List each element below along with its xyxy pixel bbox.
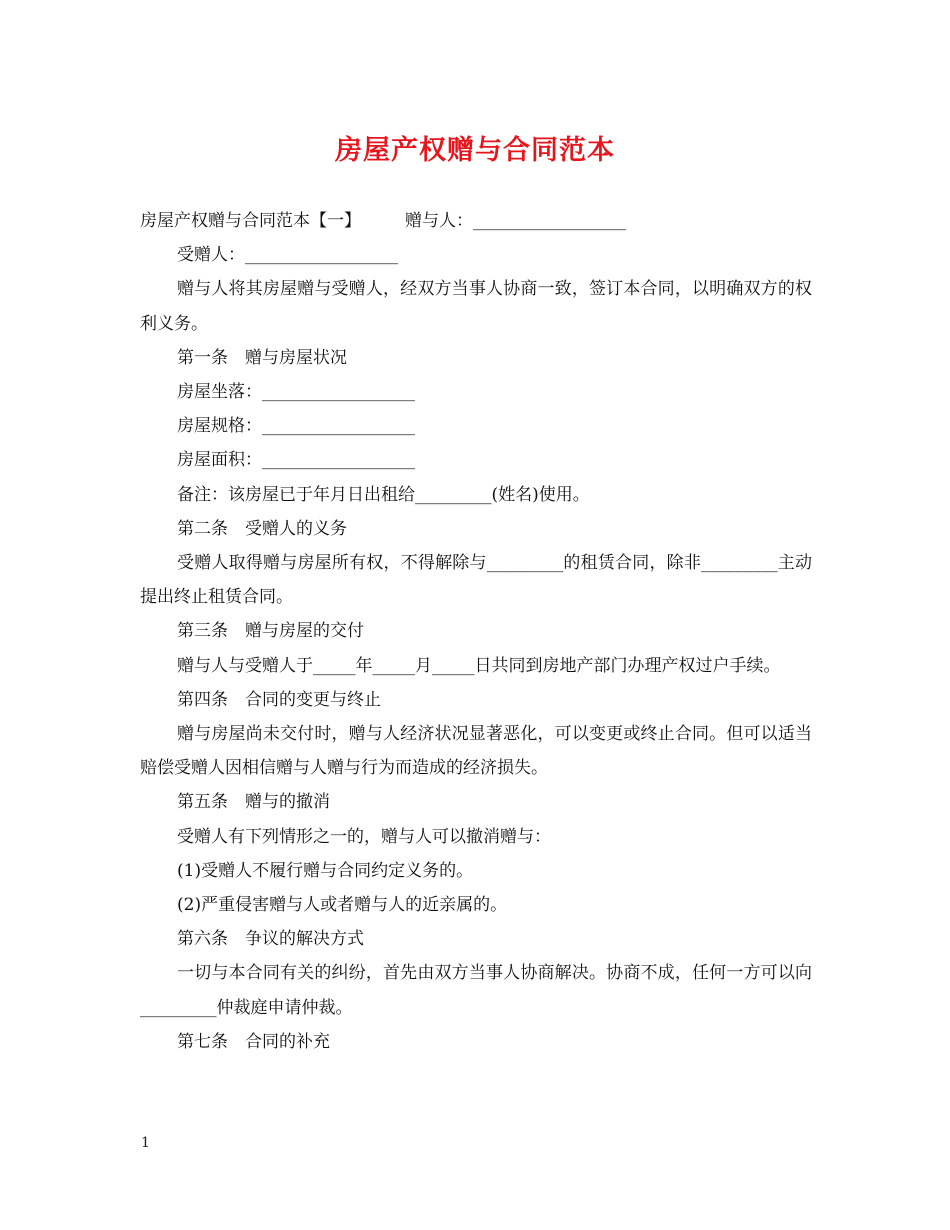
article-4-heading: 第四条 合同的变更与终止 — [177, 689, 381, 710]
intro-line — [140, 204, 812, 238]
article-3-heading: 第三条 赠与房屋的交付 — [177, 621, 364, 642]
house-specification-field: 房屋规格：__________________ — [177, 416, 415, 437]
article-3-paragraph: 赠与人与受赠人于_____年_____月_____日共同到房地产部门办理产权过户手续。 — [177, 655, 781, 676]
article-1-heading: 第一条 赠与房屋状况 — [177, 347, 347, 368]
document-body — [140, 204, 812, 1059]
donee-field: 受赠人：__________________ — [177, 245, 398, 266]
donor-field: 赠与人：__________________ — [405, 211, 626, 231]
article-5-paragraph: 受赠人有下列情形之一的，赠与人可以撤消赠与： — [177, 826, 551, 847]
article-2-heading: 第二条 受赠人的义务 — [177, 518, 347, 539]
preamble-paragraph: 赠与人将其房屋赠与受赠人，经双方当事人协商一致，签订本合同，以明确双方的权利义务。 — [140, 279, 812, 334]
house-area-field: 房屋面积：__________________ — [177, 450, 415, 471]
intro-heading: 房屋产权赠与合同范本【一】 — [140, 211, 361, 231]
article-4-paragraph: 赠与房屋尚未交付时，赠与人经济状况显著恶化，可以变更或终止合同。但可以适当赔偿受赠人因相信赠与人赠与行为而造成的经济损失。 — [140, 724, 812, 779]
article-6-paragraph: 一切与本合同有关的纠纷，首先由双方当事人协商解决。协商不成，任何一方可以向_________仲裁庭申请仲裁。 — [140, 963, 812, 1018]
document-title: 房屋产权赠与合同范本 — [335, 135, 615, 166]
list-item: (2)严重侵害赠与人或者赠与人的近亲属的。 — [177, 895, 508, 916]
article-5-heading: 第五条 赠与的撤消 — [177, 792, 330, 813]
remark-line: 备注：该房屋已于年月日出租给_________(姓名)使用。 — [177, 484, 590, 505]
house-location-field: 房屋坐落：__________________ — [177, 382, 415, 403]
article-2-paragraph: 受赠人取得赠与房屋所有权，不得解除与_________的租赁合同，除非_________主动提出终止租赁合同。 — [140, 553, 812, 608]
page-number: 1 — [141, 1135, 150, 1151]
list-item: (1)受赠人不履行赠与合同约定义务的。 — [177, 860, 474, 881]
article-6-heading: 第六条 争议的解决方式 — [177, 929, 364, 950]
article-7-heading: 第七条 合同的补充 — [177, 1031, 330, 1052]
